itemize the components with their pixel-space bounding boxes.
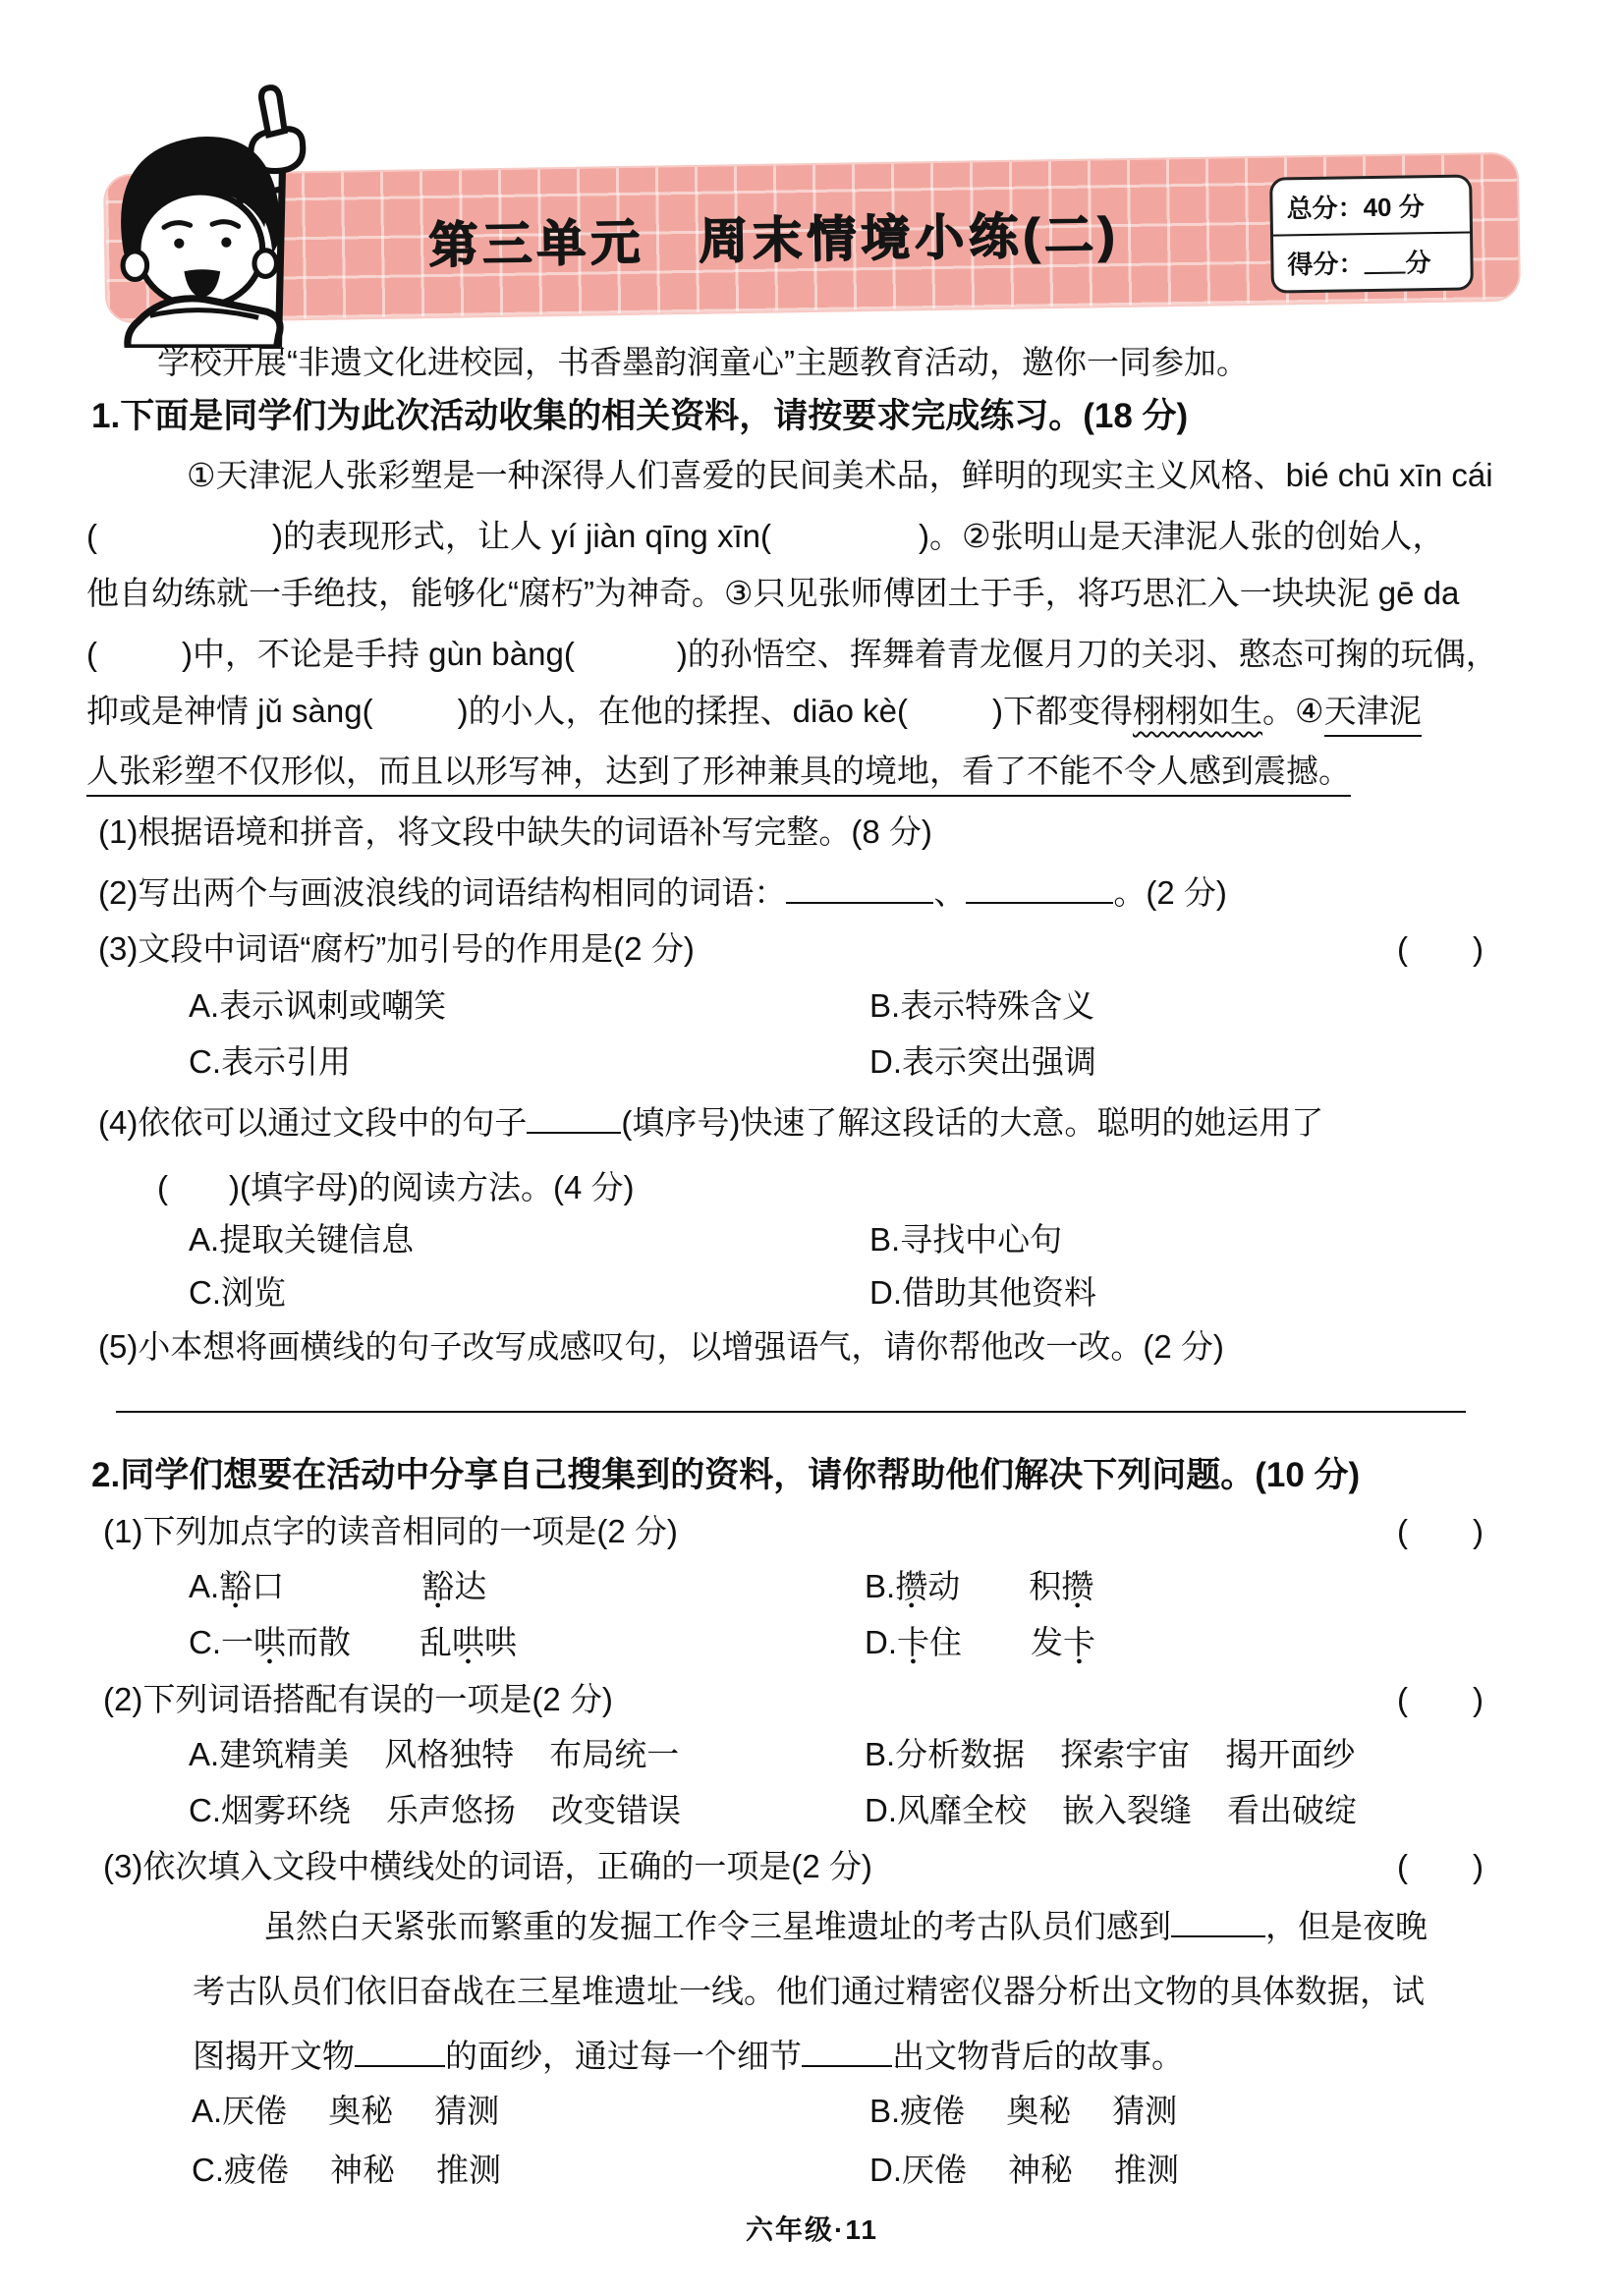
q1-sub3-option-c: C.表示引用 (189, 1043, 351, 1080)
question1-heading: 1.下面是同学们为此次活动收集的相关资料，请按要求完成练习。(18 分) (91, 397, 1189, 435)
got-score-label: 得分： (1287, 249, 1365, 280)
boy-raising-hand-icon (77, 77, 344, 348)
got-score-blank (1364, 250, 1405, 274)
q1-passage-line-5: 抑或是神情 jǔ sàng( )的小人，在他的揉捏、diāo kè( )下都变得栩栩如生。④天津泥 (86, 689, 1422, 734)
total-score-label: 总分：40 分 (1286, 192, 1425, 224)
q1-sub5-answer-line (116, 1375, 1466, 1425)
q2-sub2-option-a: A.建筑精美 风格独特 布局统一 (189, 1736, 680, 1772)
q2-sub3-passage-line-2: 考古队员们依旧奋战在三星堆遗址一线。他们通过精密仪器分析出文物的具体数据，试 (193, 1973, 1425, 2009)
q1-passage-line-1: ①天津泥人张彩塑是一种深得人们喜爱的民间美术品，鲜明的现实主义风格、bié chū xīn cái (187, 457, 1493, 493)
q1-passage-line-6: 人张彩塑不仅形似，而且以形写神，达到了形神兼具的境地，看了不能不令人感到震撼。 (86, 749, 1351, 794)
q2-sub2-option-c: C.烟雾环绕 乐声悠扬 改变错误 (189, 1792, 681, 1828)
q1-sub4-option-a: A.提取关键信息 (189, 1221, 415, 1258)
got-score-row (1273, 233, 1471, 290)
q1-sub3-option-b: B.表示特殊含义 (869, 987, 1095, 1024)
q2-sub2-option-d: D.风靡全校 嵌入裂缝 看出破绽 (865, 1792, 1357, 1828)
q2-sub2: (2)下列词语搭配有误的一项是(2 分) ( ) (103, 1681, 1484, 1717)
q2-sub3-option-d: D.厌倦 神秘 推测 (869, 2152, 1179, 2188)
q1-passage-line-2: ( )的表现形式，让人 yí jiàn qīng xīn( )。②张明山是天津泥人张的创始人， (86, 518, 1445, 554)
q2-sub3-option-c: C.疲倦 神秘 推测 (192, 2152, 501, 2188)
q2-sub1-option-d: D.卡 ●住 发卡 ● (865, 1620, 1095, 1665)
q2-sub1-option-a: A.豁 ●口 豁 ●达 (189, 1564, 486, 1609)
q1-sub2: (2)写出两个与画波浪线的词语结构相同的词语： 、 。(2 分) (98, 867, 1227, 916)
q1-sub4-line-2: ( )(填字母)的阅读方法。(4 分) (157, 1169, 635, 1205)
page-footer: 六年级·11 (746, 2214, 878, 2245)
q1-sub4-line-1: (4)依依可以通过文段中的句子 (填序号)快速了解这段话的大意。聪明的她运用了 (98, 1096, 1323, 1146)
total-score-row (1272, 177, 1470, 236)
q1-sub4-option-b: B.寻找中心句 (869, 1221, 1063, 1258)
q1-sub4-option-d: D.借助其他资料 (869, 1274, 1096, 1311)
q1-sub5: (5)小本想将画横线的句子改写成感叹句，以增强语气，请你帮他改一改。(2 分) (98, 1328, 1224, 1365)
q2-sub1-option-b: B.攒 ●动 积攒 ● (865, 1564, 1093, 1609)
q2-sub1-option-c: C.一哄 ●而散 乱哄 ●哄 (189, 1620, 517, 1665)
q2-sub3-option-b: B.疲倦 奥秘 猜测 (869, 2093, 1178, 2129)
q1-sub4-option-c: C.浏览 (189, 1274, 286, 1311)
q2-sub3-option-a: A.厌倦 奥秘 猜测 (192, 2093, 500, 2129)
q1-sub1: (1)根据语境和拼音，将文段中缺失的词语补写完整。(8 分) (98, 813, 932, 850)
got-score-unit: 分 (1405, 248, 1431, 278)
question2-heading: 2.同学们想要在活动中分享自己搜集到的资料，请你帮助他们解决下列问题。(10 分) (91, 1456, 1361, 1494)
score-box (1269, 174, 1474, 293)
q1-sub3-option-d: D.表示突出强调 (869, 1043, 1096, 1080)
intro-text: 学校开展“非遗文化进校园，书香墨韵润童心”主题教育活动，邀你一同参加。 (157, 344, 1249, 380)
q2-sub3-passage-line-3: 图揭开文物 的面纱，通过每一个细节 出文物背后的故事。 (193, 2030, 1184, 2079)
q1-sub3: (3)文段中词语“腐朽”加引号的作用是(2 分) ( ) (98, 930, 1484, 967)
q1-sub3-option-a: A.表示讽刺或嘲笑 (189, 987, 447, 1024)
page-title: 第三单元 周末情境小练(二) (427, 207, 1121, 274)
q2-sub3: (3)依次填入文段中横线处的词语，正确的一项是(2 分) ( ) (103, 1848, 1484, 1884)
q1-passage-line-4: ( )中，不论是手持 gùn bàng( )的孙悟空、挥舞着青龙偃月刀的关羽、憨态可掬的玩偶， (86, 636, 1498, 672)
q2-sub1: (1)下列加点字的读音相同的一项是(2 分) ( ) (103, 1513, 1484, 1549)
q2-sub2-option-b: B.分析数据 探索宇宙 揭开面纱 (865, 1736, 1356, 1772)
q2-sub3-passage-line-1: 虽然白天紧张而繁重的发掘工作令三星堆遗址的考古队员们感到 ，但是夜晚 (263, 1900, 1428, 1949)
q1-passage-line-3: 他自幼练就一手绝技，能够化“腐朽”为神奇。③只见张师傅团土于手，将巧思汇入一块块泥 gē da (86, 575, 1460, 611)
